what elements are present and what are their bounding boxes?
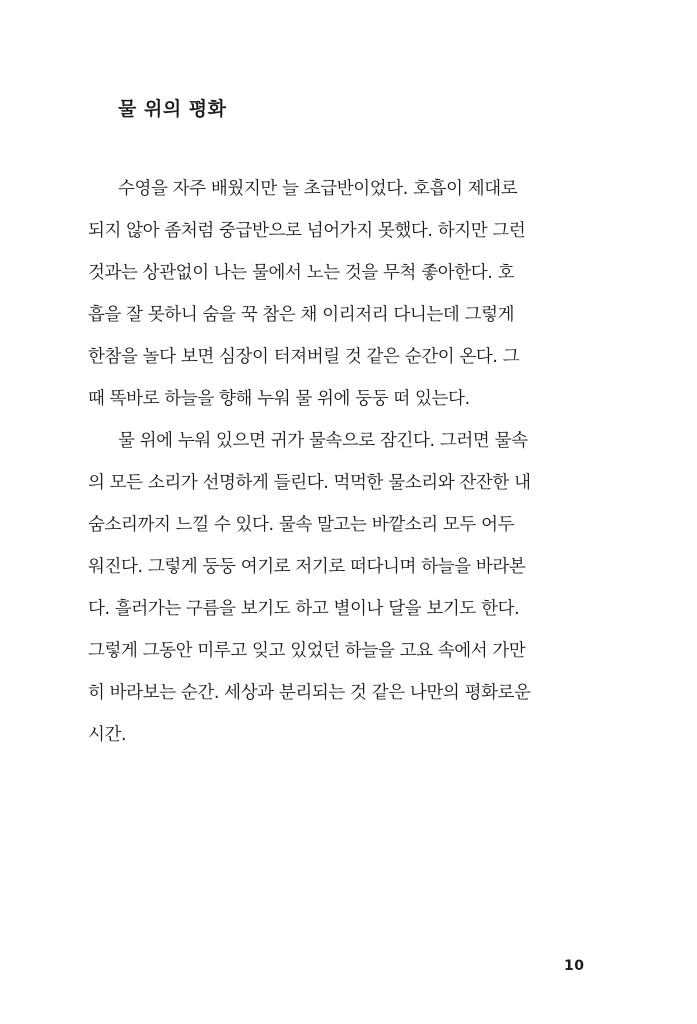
text-line: 한참을 놀다 보면 심장이 터져버릴 것 같은 순간이 온다. 그 [88,347,520,367]
text-line: 흡을 잘 못하니 숨을 꾹 참은 채 이리저리 다니는데 그렇게 [88,305,515,325]
text-line: 되지 않아 좀처럼 중급반으로 넘어가지 못했다. 하지만 그런 [88,221,526,241]
text-line: 물 위에 누워 있으면 귀가 물속으로 잠긴다. 그러면 물속 [118,431,528,451]
text-line: 시간. [88,725,127,745]
text-line: 의 모든 소리가 선명하게 들린다. 먹먹한 물소리와 잔잔한 내 [88,473,531,493]
text-line: 다. 흘러가는 구름을 보기도 하고 별이나 달을 보기도 한다. [88,599,520,619]
text-line: 것과는 상관없이 나는 물에서 노는 것을 무척 좋아한다. 호 [88,263,515,283]
page-number: 10 [564,958,585,974]
text-line: 히 바라보는 순간. 세상과 분리되는 것 같은 나만의 평화로운 [88,683,531,703]
text-line: 숨소리까지 느낄 수 있다. 물속 말고는 바깥소리 모두 어두 [88,515,515,535]
chapter-title: 물 위의 평화 [118,98,227,120]
text-line: 그렇게 그동안 미루고 잊고 있었던 하늘을 고요 속에서 가만 [88,641,526,661]
text-line: 때 똑바로 하늘을 향해 누워 물 위에 둥둥 떠 있는다. [88,389,470,409]
text-line: 워진다. 그렇게 둥둥 여기로 저기로 떠다니며 하늘을 바라본 [88,557,526,577]
text-line: 수영을 자주 배웠지만 늘 초급반이었다. 호흡이 제대로 [118,179,518,199]
body-text [88,168,588,756]
